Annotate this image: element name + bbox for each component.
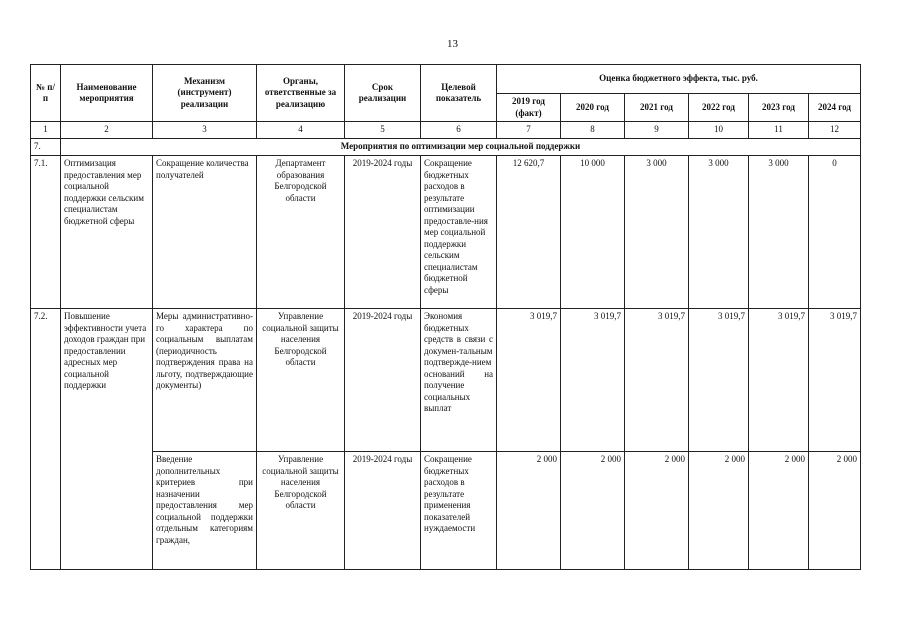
- header-year: 2024 год: [809, 94, 861, 122]
- row-num: 7.2.: [31, 309, 61, 570]
- table-row: [31, 309, 861, 452]
- column-number: 8: [561, 122, 625, 139]
- row-value: 2 000: [749, 452, 809, 570]
- header-bodies: Органы, ответственные за реализацию: [257, 65, 345, 122]
- row-value: 3 000: [689, 156, 749, 309]
- row-term: 2019-2024 годы: [345, 452, 421, 570]
- row-value: 3 019,7: [625, 309, 689, 452]
- row-bodies: Управление социальной защиты населения Белгородской области: [257, 309, 345, 452]
- column-number-row: [31, 122, 861, 139]
- row-bodies: Департамент образования Белгородской области: [257, 156, 345, 309]
- column-number: 6: [421, 122, 497, 139]
- row-value: 3 019,7: [497, 309, 561, 452]
- column-number: 11: [749, 122, 809, 139]
- column-number: 1: [31, 122, 61, 139]
- header-year: 2023 год: [749, 94, 809, 122]
- row-value: 3 019,7: [689, 309, 749, 452]
- header-term: Срок реализации: [345, 65, 421, 122]
- page-number: 13: [447, 38, 458, 50]
- header-row: [31, 65, 861, 94]
- column-number: 5: [345, 122, 421, 139]
- row-value: 3 019,7: [561, 309, 625, 452]
- row-value: 2 000: [497, 452, 561, 570]
- row-target: Экономия бюджетных средств в связи с докумен-тальным подтвержде-нием оснований на получение социальных выплат: [421, 309, 497, 452]
- row-mechanism: Введение дополнительных критериев при назначении предоставления мер социальной поддержки отдельным категориям граждан,: [153, 452, 257, 570]
- row-value: 2 000: [689, 452, 749, 570]
- column-number: 7: [497, 122, 561, 139]
- row-term: 2019-2024 годы: [345, 156, 421, 309]
- row-value: 3 019,7: [809, 309, 861, 452]
- row-mechanism: Меры административно-го характера по социальным выплатам (периодичность подтверждения права на льготу, подтверждающие документы): [153, 309, 257, 452]
- row-name: Оптимизация предоставления мер социальной поддержки сельским специалистам бюджетной сферы: [61, 156, 153, 309]
- row-value: 3 019,7: [749, 309, 809, 452]
- section-title: Мероприятия по оптимизации мер социальной поддержки: [61, 139, 861, 156]
- header-mechanism: Механизм (инструмент) реализации: [153, 65, 257, 122]
- row-value: 0: [809, 156, 861, 309]
- column-number: 9: [625, 122, 689, 139]
- header-budget-group: Оценка бюджетного эффекта, тыс. руб.: [497, 65, 861, 94]
- header-target: Целевой показатель: [421, 65, 497, 122]
- header-year: 2022 год: [689, 94, 749, 122]
- column-number: 2: [61, 122, 153, 139]
- row-term: 2019-2024 годы: [345, 309, 421, 452]
- header-year: 2019 год (факт): [497, 94, 561, 122]
- table-row: [31, 452, 861, 570]
- row-value: 12 620,7: [497, 156, 561, 309]
- table-row: [31, 156, 861, 309]
- column-number: 3: [153, 122, 257, 139]
- header-year: 2021 год: [625, 94, 689, 122]
- row-value: 2 000: [625, 452, 689, 570]
- row-name: Повышение эффективности учета доходов граждан при предоставлении адресных мер социальной поддержки: [61, 309, 153, 570]
- section-num: 7.: [31, 139, 61, 156]
- row-value: 10 000: [561, 156, 625, 309]
- row-value: 3 000: [749, 156, 809, 309]
- row-num: 7.1.: [31, 156, 61, 309]
- row-bodies: Управление социальной защиты населения Белгородской области: [257, 452, 345, 570]
- header-name: Наименование мероприятия: [61, 65, 153, 122]
- row-value: 3 000: [625, 156, 689, 309]
- row-mechanism: Сокращение количества получателей: [153, 156, 257, 309]
- section-row: [31, 139, 861, 156]
- column-number: 10: [689, 122, 749, 139]
- row-target: Сокращение бюджетных расходов в результате оптимизации предоставле-ния мер социальной поддержки сельским специалистам бюджетной сферы: [421, 156, 497, 309]
- row-value: 2 000: [809, 452, 861, 570]
- row-value: 2 000: [561, 452, 625, 570]
- column-number: 12: [809, 122, 861, 139]
- column-number: 4: [257, 122, 345, 139]
- budget-effect-table: [30, 64, 861, 570]
- row-target: Сокращение бюджетных расходов в результате применения показателей нуждаемости: [421, 452, 497, 570]
- header-year: 2020 год: [561, 94, 625, 122]
- header-num: № п/п: [31, 65, 61, 122]
